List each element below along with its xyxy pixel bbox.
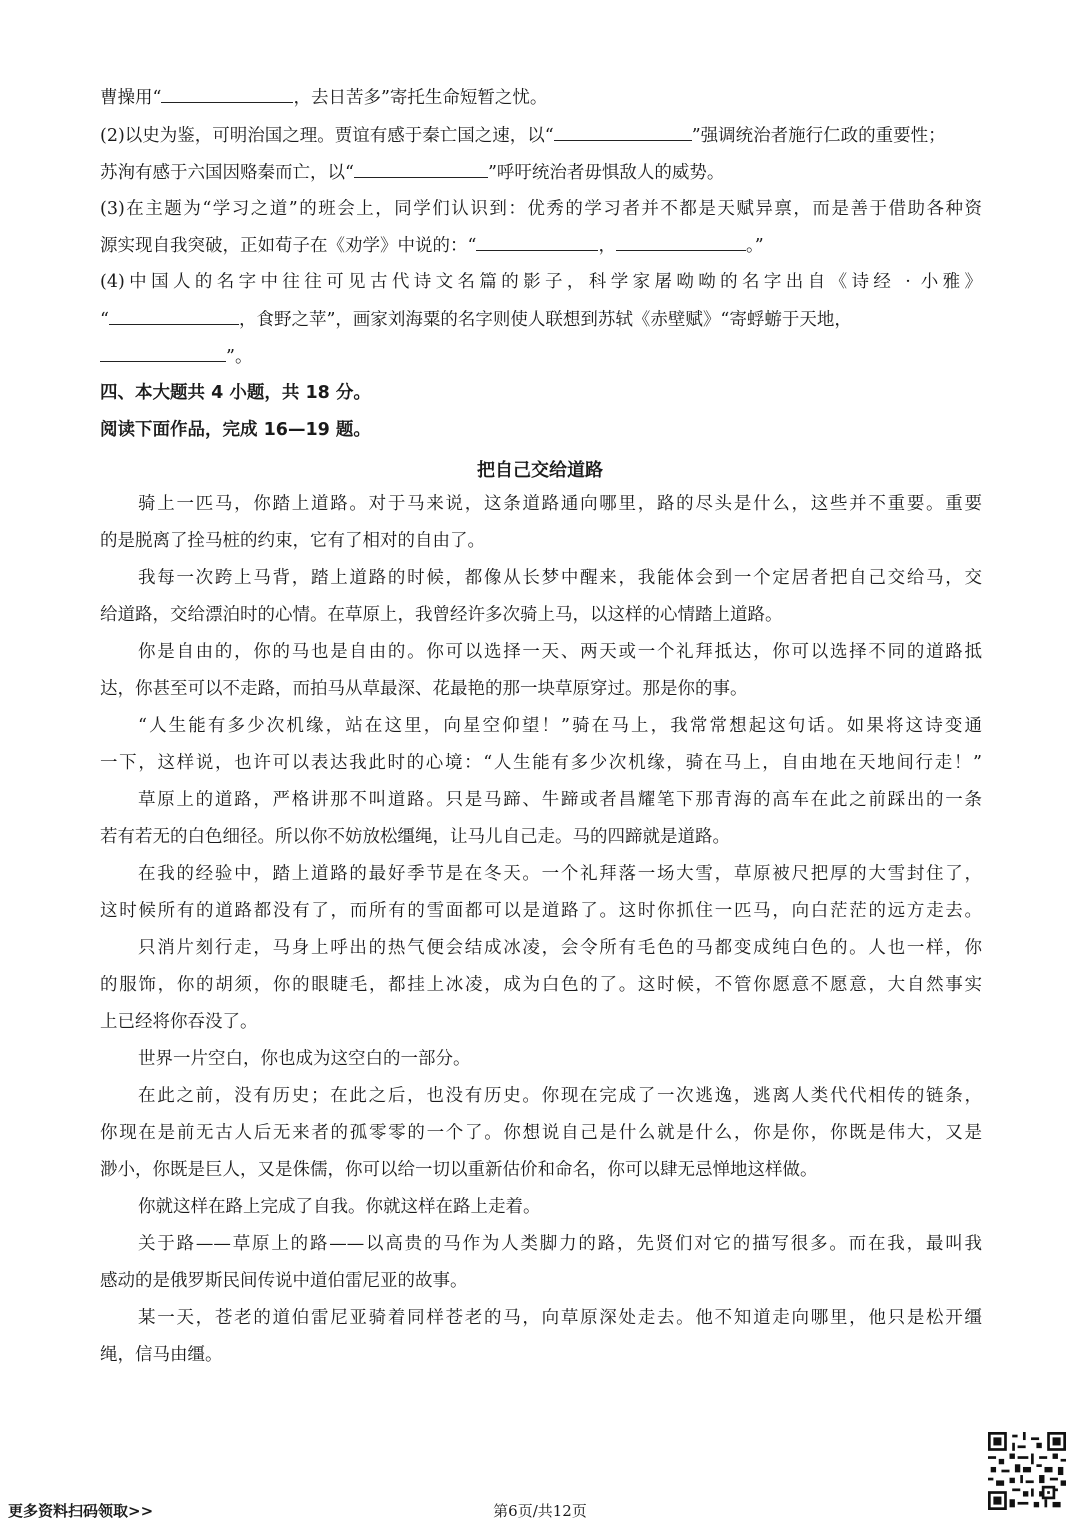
article-line: 在此之前，没有历史；在此之后，也没有历史。你现在完成了一次逃逸，逃离人类代代相传的链条， xyxy=(138,1086,982,1106)
article-line: “人生能有多少次机缘，站在这里，向星空仰望！”骑在马上，我常常想起这句话。如果将这诗变通 xyxy=(138,716,982,736)
section-instruction: 阅读下面作品，完成 16—19 题。 xyxy=(100,420,371,440)
article-line: 若有若无的白色细径。所以你不妨放松缰绳，让马儿自己走。马的四蹄就是道路。 xyxy=(100,827,730,847)
article-line: 骑上一匹马，你踏上道路。对于马来说，这条道路通向哪里，路的尽头是什么，这些并不重要。重要 xyxy=(138,494,982,514)
article-line: 草原上的道路，严格讲那不叫道路。只是马蹄、牛蹄或者昌耀笔下那青海的高车在此之前踩出的一条 xyxy=(138,790,982,810)
article-title: 把自己交给道路 xyxy=(477,460,603,481)
answer-blank[interactable] xyxy=(354,161,488,178)
question-3-line-2 xyxy=(100,234,982,257)
answer-blank[interactable] xyxy=(109,308,239,325)
article-line: 关于路——草原上的路——以高贵的马作为人类脚力的路，先贤们对它的描写很多。而在我，最叫我 xyxy=(138,1234,982,1254)
answer-blank[interactable] xyxy=(100,345,226,362)
section-heading: 四、本大题共 4 小题，共 18 分。 xyxy=(100,383,371,403)
q2-text-d: ”呼吁统治者毋惧敌人的威势。 xyxy=(487,163,725,183)
qr-code-icon[interactable] xyxy=(988,1432,1066,1510)
article-line: 你是自由的，你的马也是自由的。你可以选择一天、两天或一个礼拜抵达，你可以选择不同的道路抵 xyxy=(138,642,982,662)
question-4-line-2 xyxy=(100,308,982,331)
article-line: 世界一片空白，你也成为这空白的一部分。 xyxy=(138,1049,471,1069)
article-line: 达，你甚至可以不走路，而拍马从草最深、花最艳的那一块草原穿过。那是你的事。 xyxy=(100,679,748,699)
article-line: 感动的是俄罗斯民间传说中道伯雷尼亚的故事。 xyxy=(100,1271,468,1291)
article-line: 一下，这样说，也许可以表达我此时的心境：“人生能有多少次机缘，骑在马上，自由地在天地间行走！” xyxy=(100,753,982,773)
q4-text-a: “ xyxy=(100,310,109,330)
article-line: 你就这样在路上完成了自我。你就这样在路上走着。 xyxy=(138,1197,541,1217)
question-4-line-1: (4)中国人的名字中往往可见古代诗文名篇的影子，科学家屠呦呦的名字出自《诗经 · 小雅》 xyxy=(100,272,982,292)
q2-text-b: ”强调统治者施行仁政的重要性； xyxy=(691,126,946,146)
article-line: 渺小，你既是巨人，又是侏儒，你可以给一切以重新估价和命名，你可以肆无忌惮地这样做。 xyxy=(100,1160,818,1180)
answer-blank[interactable] xyxy=(616,234,746,251)
article-line: 你现在是前无古人后无来者的孤零零的一个了。你想说自己是什么就是什么，你是你，你既是伟大，又是 xyxy=(100,1123,982,1143)
article-line: 给道路，交给漂泊时的心情。在草原上，我曾经许多次骑上马，以这样的心情踏上道路。 xyxy=(100,605,783,625)
question-1-tail xyxy=(100,86,982,109)
q1-text-a: 曹操用“ xyxy=(100,88,162,108)
article-line: 我每一次跨上马背，踏上道路的时候，都像从长梦中醒来，我能体会到一个定居者把自己交给马，交 xyxy=(138,568,982,588)
answer-blank[interactable] xyxy=(554,124,692,141)
q3-text-c: 。” xyxy=(745,236,764,256)
article-line: 绳，信马由缰。 xyxy=(100,1345,223,1365)
article-line: 的是脱离了拴马桩的约束，它有了相对的自由了。 xyxy=(100,531,485,551)
q3-text-a: 源实现自我突破，正如荀子在《劝学》中说的：“ xyxy=(100,236,477,256)
question-4-line-3 xyxy=(100,345,982,368)
answer-blank[interactable] xyxy=(476,234,598,251)
question-2-line-2 xyxy=(100,161,982,184)
q4-text-b: ，食野之苹”，画家刘海粟的名字则使人联想到苏轼《赤壁赋》“寄蜉蝣于天地， xyxy=(238,310,852,330)
article-line: 的服饰，你的胡须，你的眼睫毛，都挂上冰凌，成为白色的了。这时候，不管你愿意不愿意，大自然事实 xyxy=(100,975,982,995)
answer-blank[interactable] xyxy=(161,86,293,103)
footer-promo-link[interactable]: 更多资料扫码领取>> xyxy=(8,1502,154,1520)
question-2-line-1 xyxy=(100,124,982,147)
article-line: 某一天，苍老的道伯雷尼亚骑着同样苍老的马，向草原深处走去。他不知道走向哪里，他只是松开缰 xyxy=(138,1308,982,1328)
page-number: 第6页/共12页 xyxy=(493,1502,587,1520)
question-3-line-1: (3)在主题为“学习之道”的班会上，同学们认识到：优秀的学习者并不都是天赋异禀，而是善于借助各种资 xyxy=(100,199,982,219)
q3-text-b: ， xyxy=(598,236,616,256)
article-line: 上已经将你吞没了。 xyxy=(100,1012,258,1032)
q2-text-a: (2)以史为鉴，可明治国之理。贾谊有感于秦亡国之速，以“ xyxy=(100,126,554,146)
article-line: 在我的经验中，踏上道路的最好季节是在冬天。一个礼拜落一场大雪，草原被尺把厚的大雪封住了， xyxy=(138,864,982,884)
article-line: 这时候所有的道路都没有了，而所有的雪面都可以是道路了。这时你抓住一匹马，向白茫茫的远方走去。 xyxy=(100,901,982,921)
article-line: 只消片刻行走，马身上呼出的热气便会结成冰凌，会令所有毛色的马都变成纯白色的。人也一样，你 xyxy=(138,938,982,958)
q1-text-b: ，去日苦多”寄托生命短暂之忧。 xyxy=(293,88,548,108)
q4-text-c: ”。 xyxy=(226,347,253,367)
q2-text-c: 苏洵有感于六国因赂秦而亡，以“ xyxy=(100,163,354,183)
